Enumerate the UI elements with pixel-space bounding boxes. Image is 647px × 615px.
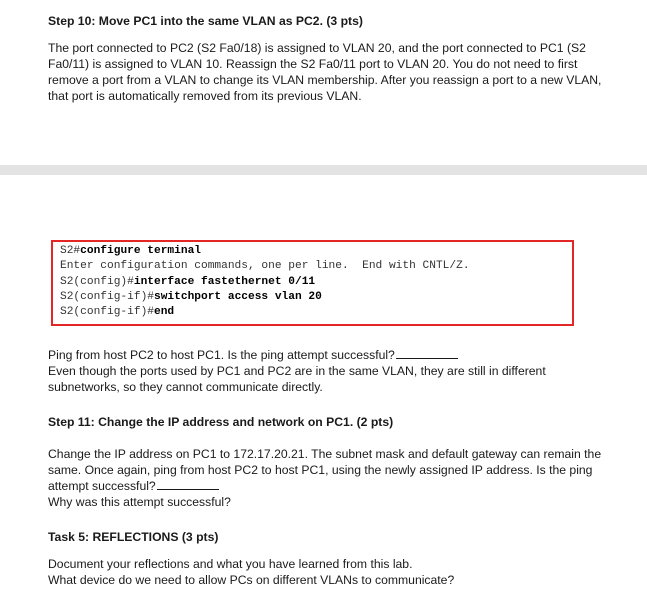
task5-line2: What device do we need to allow PCs on different VLANs to communicate? [48, 573, 455, 587]
code-line-3 [60, 276, 315, 288]
step11-body-line [48, 446, 618, 494]
command: interface fastethernet 0/11 [133, 275, 316, 288]
code-line-1 [60, 245, 201, 257]
command: switchport access vlan 20 [154, 290, 322, 303]
step10-heading: Step 10: Move PC1 into the same VLAN as PC2. (3 pts) [48, 14, 363, 28]
code-line-2: Enter configuration commands, one per line. End with CNTL/Z. [60, 260, 470, 273]
prompt: S2# [60, 245, 81, 257]
ping1-question-line [48, 347, 618, 363]
task5-heading: Task 5: REFLECTIONS (3 pts) [48, 530, 219, 544]
code-line-4 [60, 291, 322, 303]
ping1-answer: Even though the ports used by PC1 and PC2 are in the same VLAN, they are still in different subnetworks, so they cannot communicate directly. [48, 364, 546, 394]
step11-why: Why was this attempt successful? [48, 495, 231, 509]
task5-section [48, 529, 618, 588]
step11-body: Change the IP address on PC1 to 172.17.20.21. The subnet mask and default gateway can remain the same. Once again, ping from host PC2 to host PC1, using the newly assigned IP address. Is the ping attempt successful? [48, 447, 602, 493]
answer-blank[interactable] [157, 478, 219, 490]
step11-section [48, 414, 618, 510]
ping1-section [48, 347, 618, 395]
answer-blank[interactable] [396, 347, 458, 359]
prompt: S2(config-if)# [60, 306, 154, 319]
task5-line1: Document your reflections and what you have learned from this lab. [48, 557, 413, 571]
ping1-question: Ping from host PC2 to host PC1. Is the ping attempt successful? [48, 348, 395, 362]
prompt: S2(config-if)# [60, 290, 154, 303]
step10-section [48, 13, 618, 104]
prompt: S2(config)# [60, 275, 134, 288]
command: configure terminal [80, 245, 202, 257]
command: end [154, 306, 175, 319]
section-divider [0, 165, 647, 175]
step11-heading: Step 11: Change the IP address and network on PC1. (2 pts) [48, 415, 394, 429]
cli-code-block [51, 240, 574, 326]
step10-body: The port connected to PC2 (S2 Fa0/18) is assigned to VLAN 20, and the port connected to PC1 (S2 Fa0/11) is assigned to VLAN 10. Reassign the S2 Fa0/11 port to VLAN 20. You do not need to first remove a port from a VLAN to change its VLAN membership. After you reassign a port to a new VLAN, that port is automatically removed from its previous VLAN. [48, 41, 602, 103]
code-line-5 [60, 306, 174, 318]
